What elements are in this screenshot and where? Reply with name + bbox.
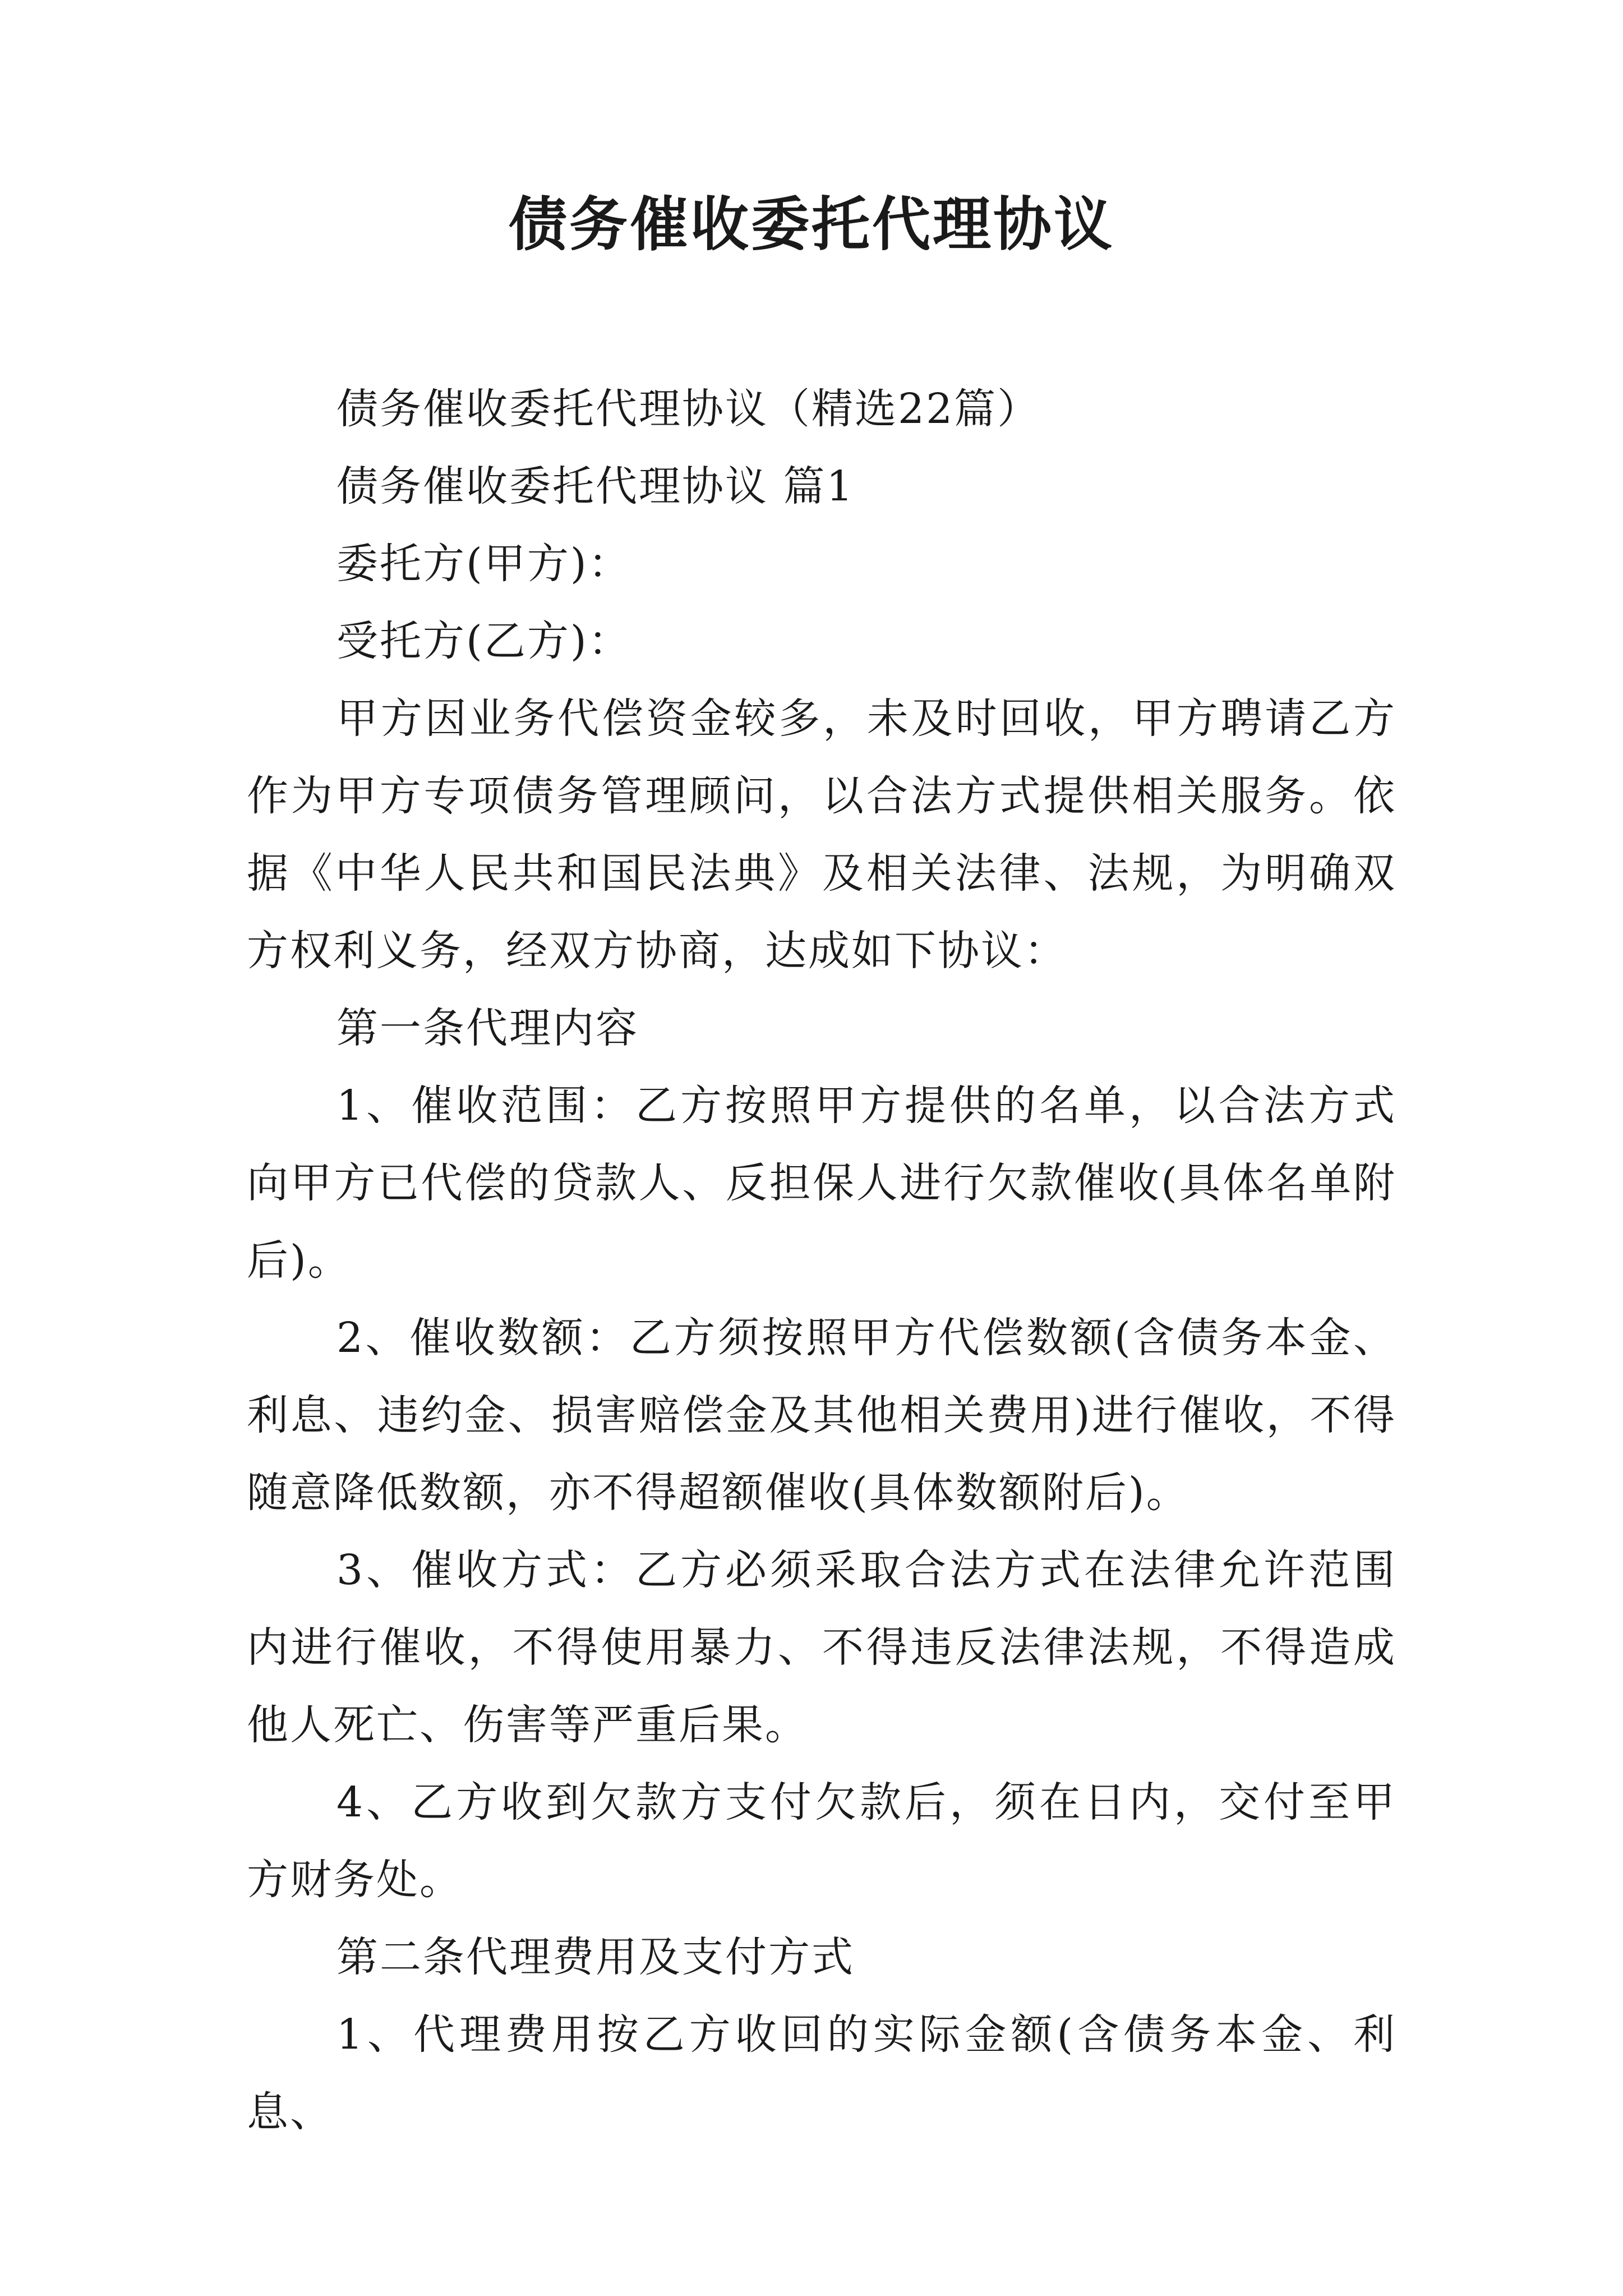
paragraph-article-1-item-4: 4、乙方收到欠款方支付欠款后，须在日内，交付至甲方财务处。 <box>247 1778 1396 1904</box>
paragraph-article-1-item-3: 3、催收方式：乙方必须采取合法方式在法律允许范围内进行催收，不得使用暴力、不得违反法律法规，不得造成他人死亡、伤害等严重后果。 <box>247 1546 1396 1749</box>
paragraph-article-1-item-2: 2、催收数额：乙方须按照甲方代偿数额(含债务本金、利息、违约金、损害赔偿金及其他相关费用)进行催收，不得随意降低数额，亦不得超额催收(具体数额附后)。 <box>247 1314 1396 1517</box>
paragraph-subtitle: 债务催收委托代理协议（精选22篇） <box>336 385 1041 433</box>
paragraph-party-a: 委托方(甲方)： <box>336 540 631 588</box>
document-body <box>247 370 1396 2151</box>
paragraph-article-2-heading: 第二条代理费用及支付方式 <box>336 1933 855 1981</box>
paragraph-preamble: 甲方因业务代偿资金较多，未及时回收，甲方聘请乙方作为甲方专项债务管理顾问，以合法方式提供相关服务。依据《中华人民共和国民法典》及相关法律、法规，为明确双方权利义务，经双方协商，达成如下协议： <box>247 694 1396 975</box>
paragraph-article-1-item-1: 1、催收范围：乙方按照甲方提供的名单，以合法方式向甲方已代偿的贷款人、反担保人进行欠款催收(具体名单附后)。 <box>247 1082 1396 1285</box>
paragraph-article-1-heading: 第一条代理内容 <box>336 1004 639 1052</box>
document-title: 债务催收委托代理协议 <box>508 190 1114 259</box>
paragraph-party-b: 受托方(乙方)： <box>336 617 631 665</box>
paragraph-article-2-item-1: 1、代理费用按乙方收回的实际金额(含债务本金、利息、 <box>247 2010 1396 2136</box>
paragraph-section-heading: 债务催收委托代理协议 篇1 <box>336 462 855 510</box>
